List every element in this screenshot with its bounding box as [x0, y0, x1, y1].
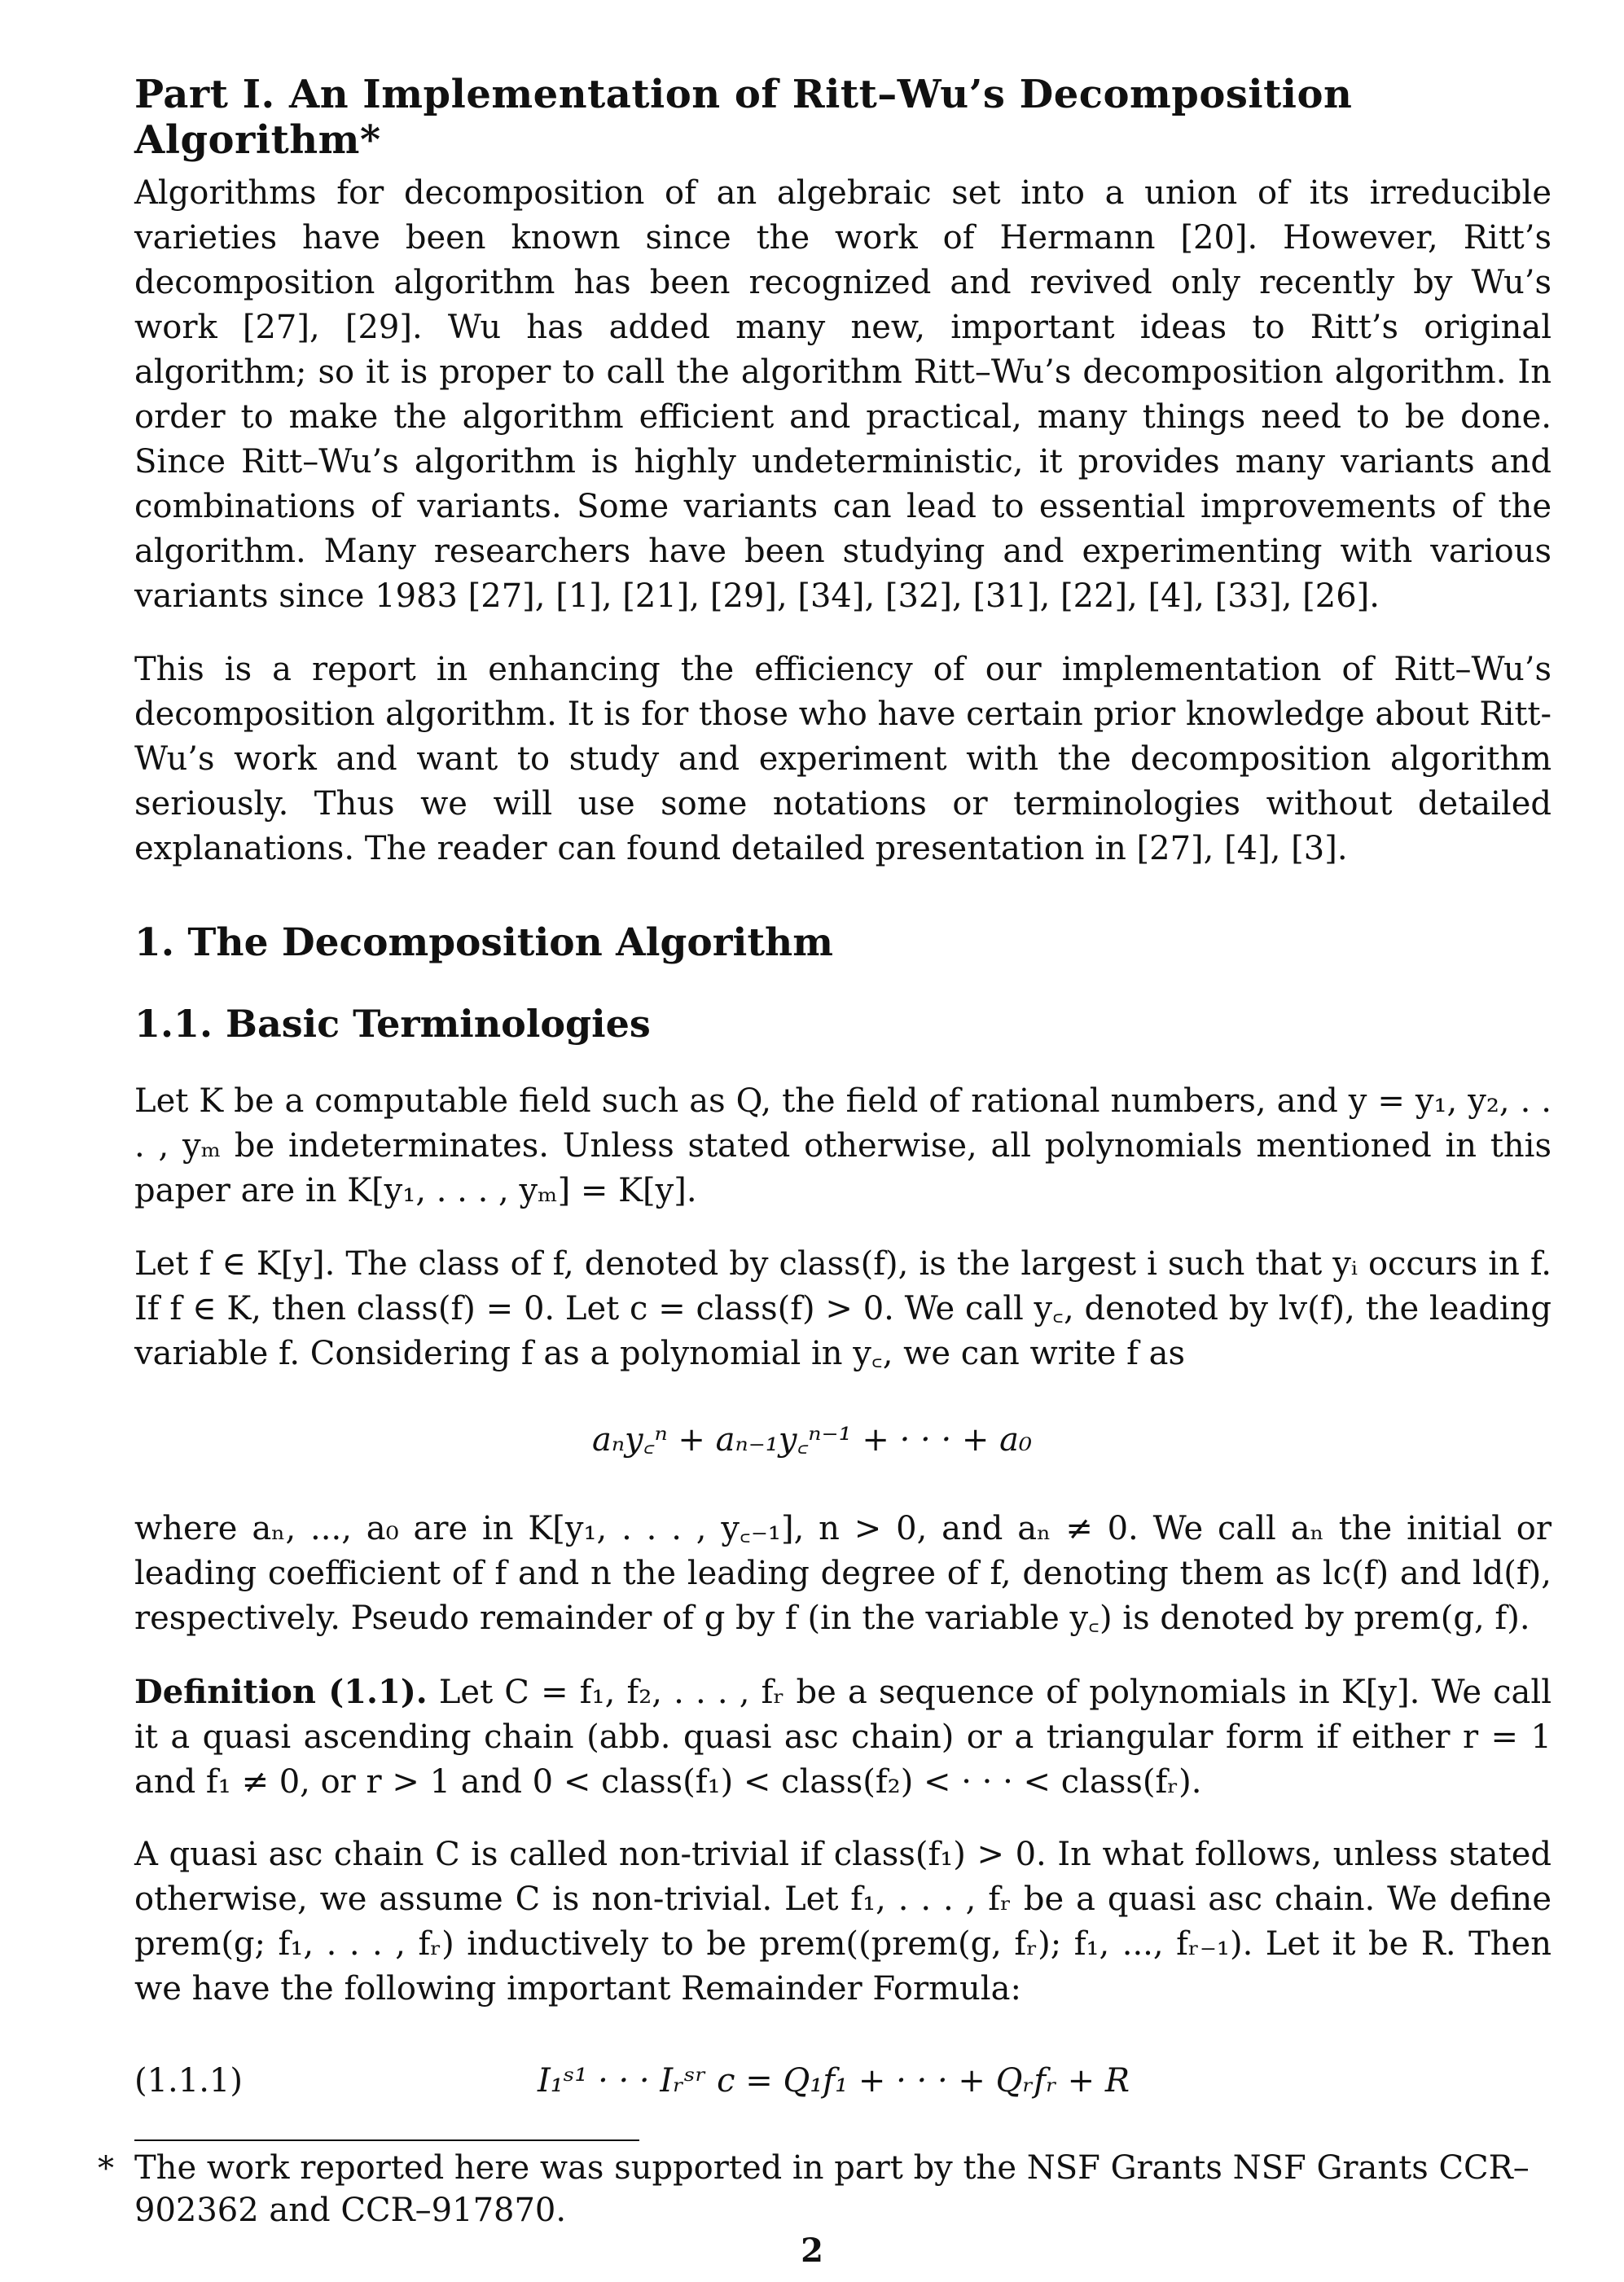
subsection-heading: 1.1. Basic Terminologies — [134, 1002, 651, 1046]
class-paragraph: Let f ∈ K[y]. The class of f, denoted by class(f), is the largest i such that yᵢ occurs in f. If f ∈ K, then class(f) = 0. Let c = class(f) > 0. We call y꜀, denoted by lv(f), the leading variable f. Considering f as a polynomial in y꜀, we can write f as — [134, 1245, 1552, 1372]
chain-paragraph: A quasi asc chain C is called non-trivial if class(f₁) > 0. In what follows, unless stated otherwise, we assume C is non-trivial. Let f₁, . . . , fᵣ be a quasi asc chain. We define prem(g; f₁, . . . , fᵣ) inductively to be prem((prem(g, fᵣ); f₁, ..., fᵣ₋₁). Let it be R. Then we have the following important Remainder Formula: — [134, 1836, 1552, 2008]
intro-paragraph-1-block — [134, 171, 1552, 619]
terminology-paragraph: Let K be a computable field such as Q, the field of rational numbers, and y = y₁, y₂, . . . , yₘ be indeterminates. Unless stated otherwise, all polynomials mentioned in this paper are in K[y₁, . . . , yₘ] = K[y]. — [134, 1082, 1552, 1209]
subsection-heading-block — [134, 1002, 1552, 1046]
footnote-rule — [134, 2139, 639, 2141]
part-title-block — [134, 72, 1552, 163]
section-heading-block — [134, 920, 1552, 965]
footnote-mark: * — [98, 2150, 114, 2188]
terminology-paragraph-block — [134, 1079, 1552, 1213]
class-paragraph-block — [134, 1242, 1552, 1376]
section-heading: 1. The Decomposition Algorithm — [134, 920, 833, 965]
part-title: Part I. An Implementation of Ritt–Wu’s Decomposition Algorithm* — [134, 72, 1353, 163]
definition-block — [134, 1670, 1552, 1805]
definition-label: Definition (1.1). — [134, 1673, 428, 1711]
definition-paragraph — [134, 1670, 1552, 1805]
chain-paragraph-block — [134, 1832, 1552, 2012]
where-paragraph-block — [134, 1507, 1552, 1641]
intro-paragraph-1: Algorithms for decomposition of an algebraic set into a union of its irreducible varieties have been known since the work of Hermann [20]. However, Ritt’s decomposition algorithm has been recognized and revived only recently by Wu’s work [27], [29]. Wu has added many new, important ideas to Ritt’s original algorithm; so it is proper to call the algorithm Ritt–Wu’s decomposition algorithm. In order to make the algorithm efficient and practical, many things need to be done. Since Ritt–Wu’s algorithm is highly undeterministic, it provides many variants and combinations of variants. Some variants can lead to essential improvements of the algorithm. Many researchers have been studying and experimenting with various variants since 1983 [27], [1], [21], [29], [34], [32], [31], [22], [4], [33], [26]. — [134, 174, 1552, 615]
footnote: The work reported here was supported in part by the NSF Grants NSF Grants CCR–902362 and CCR–917870. — [134, 2149, 1530, 2229]
intro-paragraph-2-block — [134, 647, 1552, 871]
remainder-formula: I₁ˢ¹ · · · Iᵣˢʳ c = Q₁f₁ + · · · + Qᵣfᵣ + R — [538, 2062, 1130, 2100]
where-paragraph: where aₙ, ..., a₀ are in K[y₁, . . . , y꜀₋₁], n > 0, and aₙ ≠ 0. We call aₙ the initial or leading coefficient of f and n the leading degree of f, denoting them as lc(f) and ld(f), respectively. Pseudo remainder of g by f (in the variable y꜀) is denoted by prem(g, f). — [134, 1510, 1552, 1637]
intro-paragraph-2: This is a report in enhancing the efficiency of our implementation of Ritt–Wu’s decomposition algorithm. It is for those who have certain prior knowledge about Ritt-Wu’s work and want to study and experiment with the decomposition algorithm seriously. Thus we will use some notations or terminologies without detailed explanations. The reader can found detailed presentation in [27], [4], [3]. — [134, 651, 1552, 867]
formula-number: (1.1.1) — [134, 2062, 243, 2100]
definition-text: Let C = f₁, f₂, . . . , fᵣ be a sequence of polynomials in K[y]. We call it a quasi ascending chain (abb. quasi asc chain) or a triangular form if either r = 1 and f₁ ≠ 0, or r > 1 and 0 < class(f₁) < class(f₂) < · · · < class(fᵣ). — [134, 1674, 1552, 1801]
display-equation: aₙy꜀ⁿ + aₙ₋₁y꜀ⁿ⁻¹ + · · · + a₀ — [591, 1421, 1032, 1459]
page-number: 2 — [801, 2232, 823, 2270]
